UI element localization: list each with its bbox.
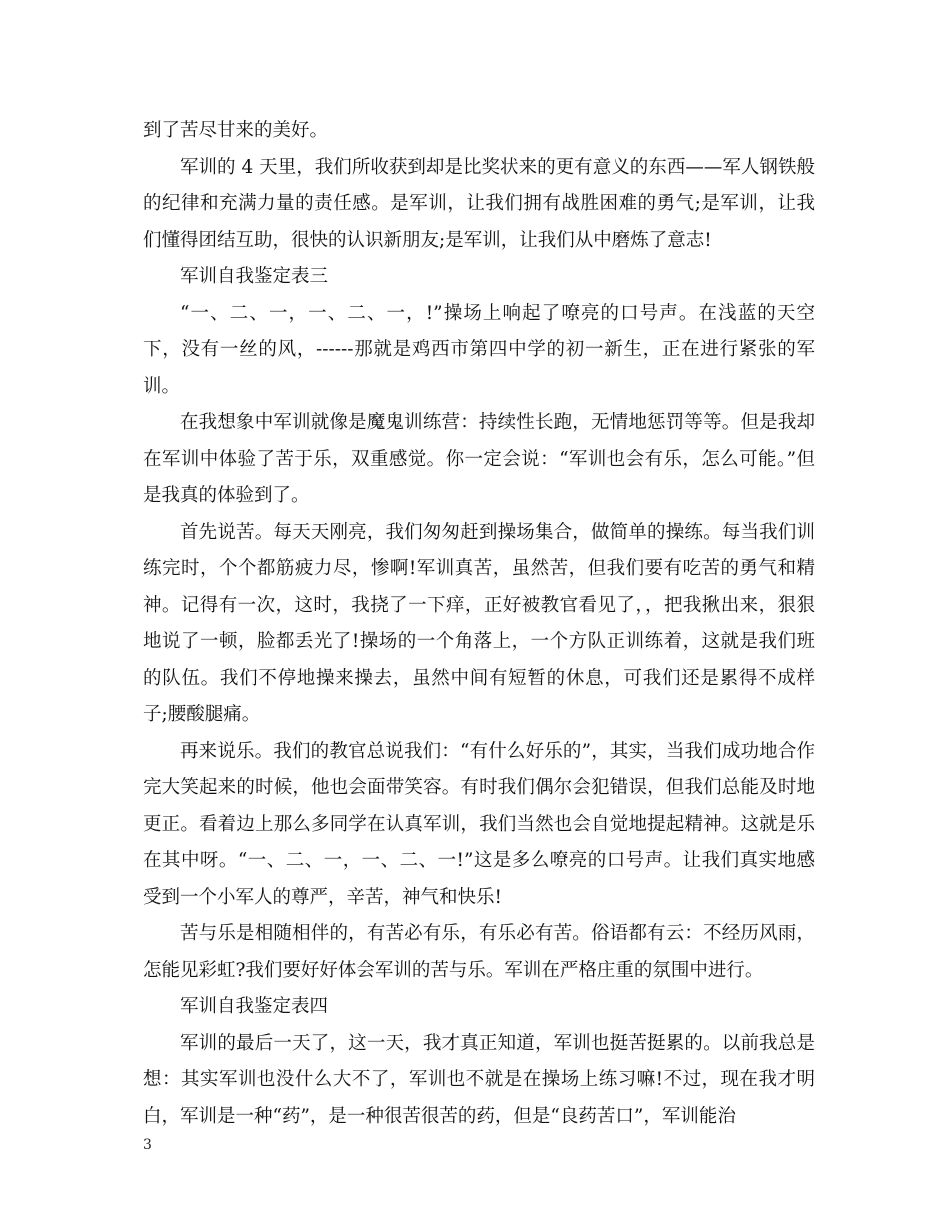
paragraph: 军训的 4 天里，我们所收获到却是比奖状来的更有意义的东西——军人钢铁般的纪律和充满力量的责任感。是军训，让我们拥有战胜困难的勇气;是军训，让我们懂得团结互助，很快的认识新朋友;是军训，让我们从中磨炼了意志! xyxy=(143,156,815,251)
paragraph: 到了苦尽甘来的美好。 xyxy=(143,120,329,141)
paragraph: 苦与乐是相随相伴的，有苦必有乐，有乐必有苦。俗语都有云：不经历风雨，怎能见彩虹?我们要好好体会军训的苦与乐。军训在严格庄重的氛围中进行。 xyxy=(143,923,815,981)
page-number: 3 xyxy=(143,1137,152,1153)
paragraph: 军训的最后一天了，这一天，我才真正知道，军训也挺苦挺累的。以前我总是想：其实军训也没什么大不了，军训也不就是在操场上练习嘛!不过，现在我才明白，军训是一种“药”，是一种很苦很苦的药，但是“良药苦口”，军训能治 xyxy=(143,1032,816,1127)
document-body xyxy=(143,113,815,1135)
paragraph: “一、二、一，一、二、一，!”操场上响起了嘹亮的口号声。在浅蓝的天空下，没有一丝的风，------那就是鸡西市第四中学的初一新生，正在进行紧张的军训。 xyxy=(143,302,815,397)
paragraph: 再来说乐。我们的教官总说我们：“有什么好乐的”，其实，当我们成功地合作完大笑起来的时候，他也会面带笑容。有时我们偶尔会犯错误，但我们总能及时地更正。看着边上那么多同学在认真军训，我们当然也会自觉地提起精神。这就是乐在其中呀。“一、二、一，一、二、一!”这是多么嘹亮的口号声。让我们真实地感受到一个小军人的尊严，辛苦，神气和快乐! xyxy=(143,740,815,908)
section-heading: 军训自我鉴定表三 xyxy=(180,266,329,287)
section-heading: 军训自我鉴定表四 xyxy=(180,996,329,1017)
paragraph: 首先说苦。每天天刚亮，我们匆匆赶到操场集合，做简单的操练。每当我们训练完时，个个都筋疲力尽，惨啊!军训真苦，虽然苦，但我们要有吃苦的勇气和精神。记得有一次，这时，我挠了一下痒，正好被教官看见了，，把我揪出来，狠狠地说了一顿，脸都丢光了!操场的一个角落上，一个方队正训练着，这就是我们班的队伍。我们不停地操来操去，虽然中间有短暂的休息，可我们还是累得不成样子;腰酸腿痛。 xyxy=(143,521,815,725)
paragraph: 在我想象中军训就像是魔鬼训练营：持续性长跑，无情地惩罚等等。但是我却在军训中体验了苦于乐，双重感觉。你一定会说：“军训也会有乐，怎么可能。”但是我真的体验到了。 xyxy=(143,412,815,506)
